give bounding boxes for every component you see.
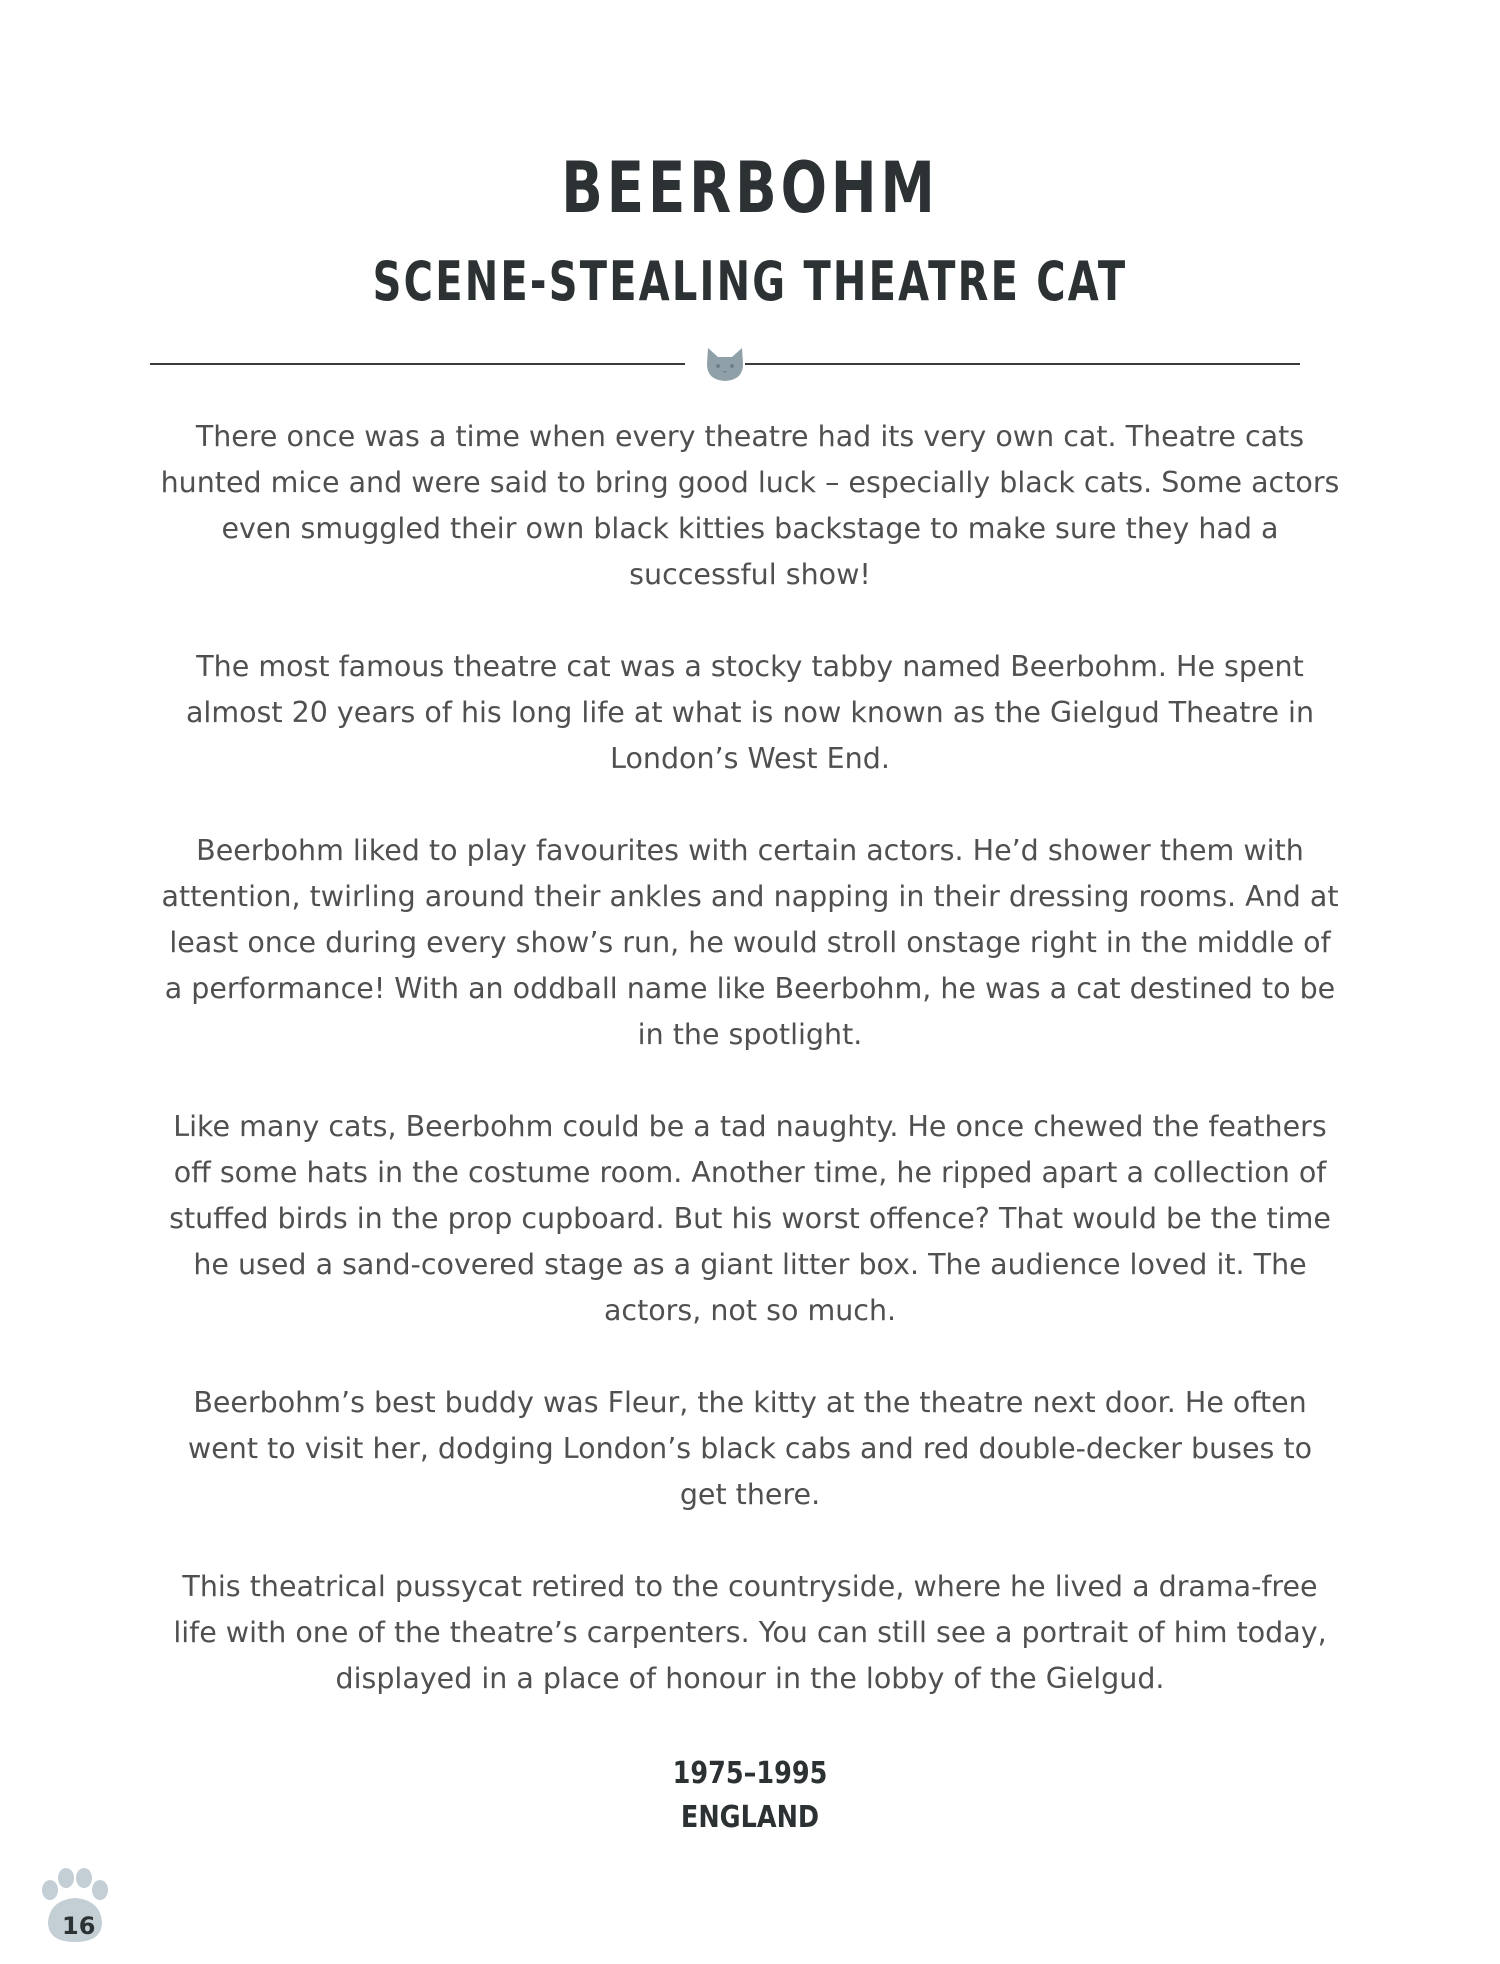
paragraph: This theatrical pussycat retired to the countryside, where he lived a drama-free life with one of the theatre’s carpenters. You can still see a portrait of him today, displayed in a place of honour in the lobby of the Gielgud. <box>173 1570 1327 1695</box>
page-subtitle: SCENE-STEALING THEATRE CAT <box>372 250 1128 313</box>
paragraph: Like many cats, Beerbohm could be a tad naughty. He once chewed the feathers off some hats in the costume room. Another time, he ripped apart a collection of stuffed birds in the prop cupboard. But his worst offence? That would be the time he used a sand-covered stage as a giant litter box. The audience loved it. The actors, not so much. <box>169 1110 1331 1327</box>
paragraph: Beerbohm’s best buddy was Fleur, the kitty at the theatre next door. He often went to visit her, dodging London’s black cabs and red double-decker buses to get there. <box>187 1386 1313 1511</box>
years-label: 1975–1995 <box>672 1756 828 1791</box>
title-divider <box>150 344 1300 384</box>
paragraph: Beerbohm liked to play favourites with certain actors. He’d shower them with attention, twirling around their ankles and napping in their dressing rooms. And at least once during every show’s run, he would stroll onstage right in the middle of a performance! With an oddball name like Beerbohm, he was a cat destined to be in the spotlight. <box>161 834 1339 1051</box>
page-title: BEERBOHM <box>561 147 939 229</box>
divider-line-right <box>745 363 1300 365</box>
article-body <box>160 414 1340 1748</box>
paragraph: There once was a time when every theatre had its very own cat. Theatre cats hunted mice and were said to bring good luck – especially black cats. Some actors even smuggled their own black kitties backstage to make sure they had a successful show! <box>160 420 1340 591</box>
divider-line-left <box>150 363 685 365</box>
page-number: 16 <box>62 1912 96 1940</box>
paragraph: The most famous theatre cat was a stocky tabby named Beerbohm. He spent almost 20 years of his long life at what is now known as the Gielgud Theatre in London’s West End. <box>185 650 1315 775</box>
country-label: ENGLAND <box>680 1800 820 1835</box>
cat-head-icon <box>702 344 748 384</box>
cat-facts <box>0 1752 1500 1840</box>
page-number-badge <box>28 1860 118 1950</box>
